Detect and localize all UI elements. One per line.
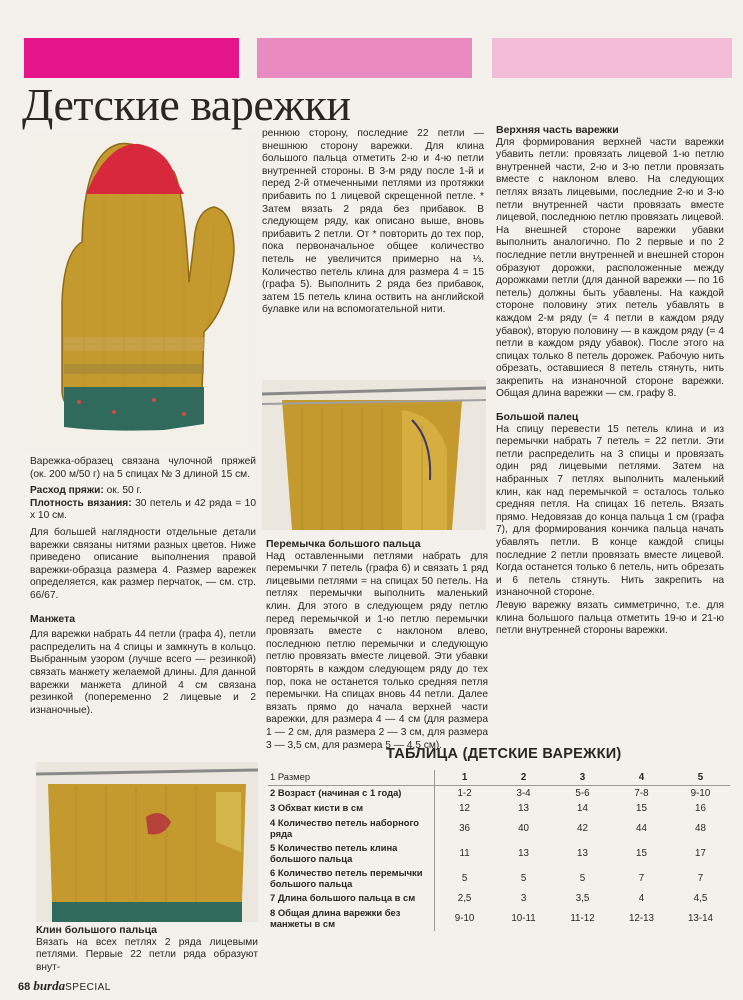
table-cell: 13 <box>518 803 529 814</box>
table-cell: 42 <box>577 823 588 834</box>
cuff-text: Для варежки набрать 44 петли (графа 4), петли распределить на 4 спицы и замкнуть в кольцо. Выбранным узором (лучше всего — резинкой) связать манжету желаемой длины. Для данной варежки манжета длиной 4 см связана резинкой (попеременно 2 лицевые и 2 изнаночные). <box>30 629 256 716</box>
table-cell: 7 <box>638 873 645 884</box>
table-cell: 5 <box>671 770 730 786</box>
table-cell: 5 <box>520 873 527 884</box>
table-cell: 15 <box>636 803 647 814</box>
table-cell: 2 <box>494 770 553 786</box>
left-column-gusset <box>36 924 258 978</box>
table-row <box>268 906 730 931</box>
gauge-label: Плотность вязания: <box>30 497 132 509</box>
table-cell: 4,5 <box>693 893 708 904</box>
table-cell: 5 <box>461 873 468 884</box>
table-title: ТАБЛИЦА (ДЕТСКИЕ ВАРЕЖКИ) <box>386 746 622 762</box>
brand-logo: burda <box>33 978 66 993</box>
knitting-illustration <box>262 380 486 530</box>
table-row <box>268 866 730 891</box>
table-header-row <box>268 770 730 786</box>
table-cell: 3 <box>520 893 527 904</box>
table-cell: 3,5 <box>575 893 590 904</box>
header-bar-light-pink <box>492 38 732 78</box>
table-cell: 1 <box>435 770 494 786</box>
brand-special: SPECIAL <box>65 982 111 993</box>
table-row-label: 4 Количество петель наборного ряда <box>268 816 435 841</box>
gusset-heading: Клин большого пальца <box>36 924 158 936</box>
cuff-heading: Манжета <box>30 612 76 625</box>
table-row-label: 1 Размер <box>268 770 435 786</box>
mitten-photo <box>24 132 254 450</box>
header-bar-pink <box>257 38 472 78</box>
table-cell: 48 <box>695 823 706 834</box>
gusset-photo <box>36 762 258 922</box>
table-row <box>268 786 730 802</box>
thumb-text: На спицу перевести 15 петель клина и из перемычки набрать 7 петель = 22 петли. Эти петли распределить на 3 спицы и провязать один ряд лицевыми петлями. Затем на набранных 7 петлях выполнить маленький клин, как над перемычкой = осталось только средняя петля. На спицах 16 петель. Вязать прямо. Недовязав до конца пальца 1 см (графа 7), для формирования кончика пальца начать убавлять петли. В конце каждой спицы последние 2 петли провязать вместе лицевой. Когда останется только 6 петель, нить обрезать и 6 петель стянуть. Нить закрепить на изнаночной стороне. <box>496 423 724 599</box>
table-row <box>268 841 730 866</box>
middle-column-bridge <box>266 538 488 756</box>
left-mitten-text: Левую варежку вязать симметрично, т.е. для клина большого пальца отметить 19-ю и 21-ю петли внутренней стороны варежки. <box>496 599 724 637</box>
table-row-label: 7 Длина большого пальца в см <box>268 891 435 906</box>
table-row-label: 6 Количество петель перемычки большого пальца <box>268 866 435 891</box>
gauge-value: 30 петель и 42 ряда = 10 х 10 см. <box>30 497 256 522</box>
knitting-needles-photo <box>262 380 486 530</box>
table-cell: 11 <box>459 848 470 859</box>
page-number: 68 <box>18 981 31 993</box>
table-cell: 17 <box>695 848 706 859</box>
middle-column-top <box>262 128 484 321</box>
table-row-label: 8 Общая длина варежки без манжеты в см <box>268 906 435 931</box>
table-row-label: 5 Количество петель клина большого пальца <box>268 841 435 866</box>
gusset-continued-text: реннюю сторону, последние 22 петли — внешнюю сторону варежки. Для клина большого пальца отметить 2-ю и 4-ю петли внутренней стороны. В 3-м ряду после 1-й и перед 2-й отмеченными петлями из протяжки прибавить по 1 лицевой скрещенной петле. * Затем вязать 2 ряда без прибавок. В следующем ряду, как описано выше, вновь прибавить 2 петли. От * повторить до тех пор, пока первоначальное общее количество петель не увеличится примерно на ⅓. Количество петель клина для размера 4 = 15 (графа 5). Выполнить 2 ряда без прибавок, затем 15 петель клина оствить на английской булавке или на вспомогательной нити. <box>262 128 484 316</box>
table-cell: 9-10 <box>454 913 475 924</box>
header-bar-magenta <box>24 38 239 78</box>
size-table <box>268 770 730 931</box>
table-cell: 10-11 <box>511 913 536 924</box>
table-cell: 1-2 <box>457 788 472 799</box>
table-cell: 16 <box>695 803 706 814</box>
table-cell: 40 <box>518 823 529 834</box>
table-cell: 13-14 <box>687 913 714 924</box>
thumb-heading: Большой палец <box>496 411 579 424</box>
table-cell: 3-4 <box>516 788 531 799</box>
table-row-label: 2 Возраст (начиная с 1 года) <box>268 786 435 802</box>
left-column-intro <box>30 456 256 721</box>
description-paragraph: Для большей наглядности отдельные детали варежки связаны нитями разных цветов. Ниже приведено описание выполнения правой варежки-образца размера 4. Размер варежек определяется, как размер перчаток, — см. стр. 66/67. <box>30 526 256 601</box>
table-cell: 14 <box>577 803 588 814</box>
table-cell: 7 <box>697 873 704 884</box>
page-footer <box>18 978 111 994</box>
table-cell: 44 <box>636 823 647 834</box>
table-cell: 3 <box>553 770 612 786</box>
table-cell: 12-13 <box>628 913 654 924</box>
mitten-illustration <box>24 132 254 450</box>
table-cell: 5-6 <box>575 788 590 799</box>
table-cell: 12 <box>459 803 471 814</box>
top-part-heading: Верхняя часть варежки <box>496 124 619 136</box>
yarn-value: ок. 50 г. <box>103 485 142 497</box>
table-cell: 5 <box>579 873 586 884</box>
bridge-heading: Перемычка большого пальца <box>266 538 421 550</box>
table-cell: 13 <box>577 848 588 859</box>
table-cell: 36 <box>459 823 471 834</box>
table-row <box>268 801 730 816</box>
table-cell: 11-12 <box>570 913 595 924</box>
table-cell: 15 <box>636 848 647 859</box>
table-cell: 7-8 <box>634 788 649 799</box>
right-column <box>496 124 724 642</box>
table-row-label: 3 Обхват кисти в см <box>268 801 435 816</box>
table-cell: 2,5 <box>457 893 472 904</box>
gusset-text: Вязать на всех петлях 2 ряда лицевыми петлями. Первые 22 петли ряда образуют внут- <box>36 936 258 973</box>
gusset-illustration <box>36 762 258 922</box>
table-cell: 4 <box>612 770 671 786</box>
table-row <box>268 891 730 906</box>
table-row <box>268 816 730 841</box>
yarn-label: Расход пряжи: <box>30 485 104 497</box>
table-cell: 4 <box>638 893 645 904</box>
top-part-text: Для формирования верхней части варежки убавить петли: провязать лицевой 1-ю петлю внутренней части, 2-ю и 3-ю петли провязать вместе с наклоном влево. На следующих петлях вязать лицевыми, последние 2-ю и 3-ю петли внутренней части провязать вместе лицевой, последнюю петлю провязать лицевой. На внешней стороне варежки убавки выполнить аналогично. По 2 первые и по 2 последние петли внутренней и внешней сторон образуют дорожки, расположенные между дорожками петли (для данной варежки — по 16 петель) должны быть убавлены. На каждой стороне половину этих петель убавлять в каждом 2-м ряду (= 4 петли в каждом ряду убавок), вторую половину — в каждом ряду (= 4 петли в каждом ряду убавок). После этого на спицах только 8 петель дорожек. Рабочую нить обрезать, оставшиеся 8 петель стянуть, нить закрепить на изнаночной стороне варежки. Общая длина варежки — см. графу 8. <box>496 136 724 400</box>
table-cell: 9-10 <box>690 788 711 799</box>
intro-paragraph: Варежка-образец связана чулочной пряжей (ок. 200 м/50 г) на 5 спицах № 3 длиной 15 см. <box>30 456 256 480</box>
bridge-text: Над оставленными петлями набрать для перемычки 7 петель (графа 6) и связать 1 ряд лицевыми петлями = на спицах 50 петель. На петлях перемычки выполнить маленький клин. Для этого в следующем ряду петлю перед перемычкой и 1-ю петлю перемычки провязать вместе с наклоном влево, последнюю петлю перемычки и следующую петлю провязать вместе лицевой. Эти убавки повторять в каждом следующем ряду до тех пор, пока не останется только средняя петля перемычки. На спицах вновь 44 петли. Далее вязать прямо до начала верхней части варежки, для размера 4 — 4 см (для размера 1 — 2 см, для размера 2 — 3 см, для размера 3 — 3,5 см, для размера 5 — 4,5 см). <box>266 550 488 751</box>
page-title: Детские варежки <box>22 79 351 130</box>
table-cell: 13 <box>518 848 529 859</box>
